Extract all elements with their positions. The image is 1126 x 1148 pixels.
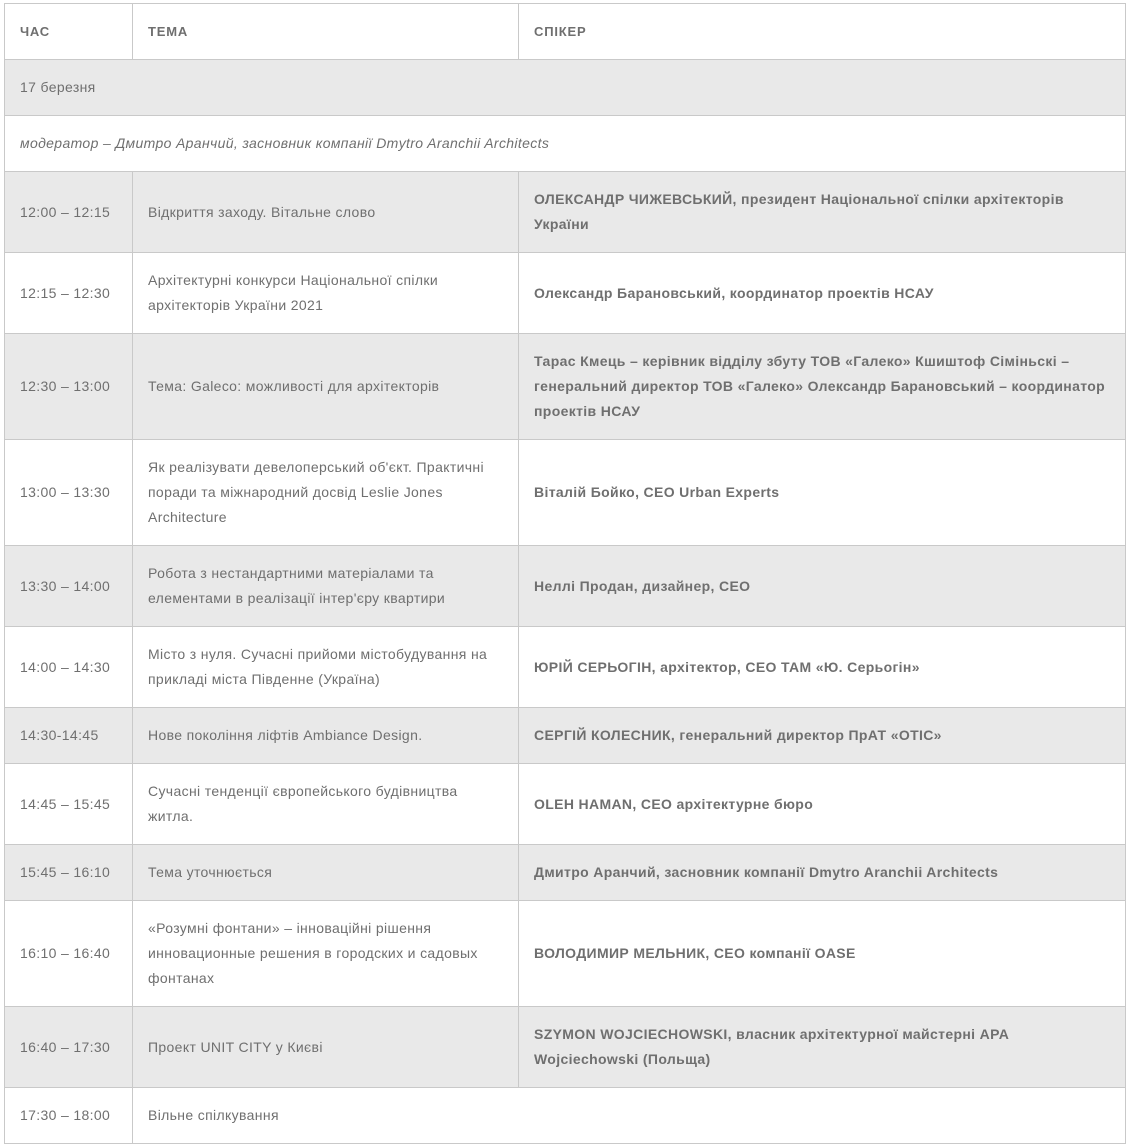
- table-row: [5, 1088, 1126, 1144]
- topic-cell: «Розумні фонтани» – інноваційні рішення инновационные решения в городских и садовых фонтанах: [133, 901, 519, 1007]
- moderator-row: [5, 116, 1126, 172]
- time-cell: 14:45 – 15:45: [5, 764, 133, 845]
- speaker-cell: Олександр Барановський, координатор проектів НСАУ: [519, 253, 1126, 334]
- speaker-cell: СЕРГІЙ КОЛЕСНИК, генеральний директор ПрАТ «OTIC»: [519, 708, 1126, 764]
- time-cell: 13:00 – 13:30: [5, 440, 133, 546]
- table-header-row: [5, 4, 1126, 60]
- speaker-cell: SZYMON WOJCIECHOWSKI, власник архітектурної майстерні APA Wojciechowski (Польща): [519, 1007, 1126, 1088]
- header-time: ЧАС: [5, 4, 133, 60]
- time-cell: 16:10 – 16:40: [5, 901, 133, 1007]
- speaker-cell: Неллі Продан, дизайнер, CEO: [519, 546, 1126, 627]
- topic-cell: Сучасні тенденції європейського будівництва житла.: [133, 764, 519, 845]
- topic-cell: Тема уточнюється: [133, 845, 519, 901]
- header-speaker: СПІКЕР: [519, 4, 1126, 60]
- speaker-cell: ЮРІЙ СЕРЬОГІН, архітектор, CEO ТАМ «Ю. Серьогін»: [519, 627, 1126, 708]
- time-cell: 14:00 – 14:30: [5, 627, 133, 708]
- time-cell: 15:45 – 16:10: [5, 845, 133, 901]
- schedule-table: [4, 3, 1126, 1144]
- topic-cell: Архітектурні конкурси Національної спілки архітекторів України 2021: [133, 253, 519, 334]
- date-cell: 17 березня: [5, 60, 1126, 116]
- topic-cell: Тема: Galeco: можливості для архітекторів: [133, 334, 519, 440]
- table-row: [5, 708, 1126, 764]
- topic-cell: Відкриття заходу. Вітальне слово: [133, 172, 519, 253]
- moderator-cell: модератор – Дмитро Аранчий, засновник компанії Dmytro Aranchii Architects: [5, 116, 1126, 172]
- speaker-cell: OLEH HAMAN, CEO архітектурне бюро: [519, 764, 1126, 845]
- speaker-cell: Дмитро Аранчий, засновник компанії Dmytro Aranchii Architects: [519, 845, 1126, 901]
- table-row: [5, 253, 1126, 334]
- table-row: [5, 845, 1126, 901]
- date-row: [5, 60, 1126, 116]
- table-row: [5, 172, 1126, 253]
- table-row: [5, 546, 1126, 627]
- table-row: [5, 627, 1126, 708]
- speaker-cell: Віталій Бойко, CEO Urban Experts: [519, 440, 1126, 546]
- table-row: [5, 334, 1126, 440]
- time-cell: 12:30 – 13:00: [5, 334, 133, 440]
- time-cell: 17:30 – 18:00: [5, 1088, 133, 1144]
- table-row: [5, 901, 1126, 1007]
- table-row: [5, 440, 1126, 546]
- speaker-cell: ОЛЕКСАНДР ЧИЖЕВСЬКИЙ, президент Національної спілки архітекторів України: [519, 172, 1126, 253]
- time-cell: 12:15 – 12:30: [5, 253, 133, 334]
- table-row: [5, 764, 1126, 845]
- topic-cell: Робота з нестандартними матеріалами та елементами в реалізації інтер'єру квартири: [133, 546, 519, 627]
- time-cell: 12:00 – 12:15: [5, 172, 133, 253]
- topic-cell: Вільне спілкування: [133, 1088, 1126, 1144]
- topic-cell: Проект UNIT CITY у Києві: [133, 1007, 519, 1088]
- topic-cell: Нове покоління ліфтів Ambiance Design.: [133, 708, 519, 764]
- header-topic: ТЕМА: [133, 4, 519, 60]
- time-cell: 16:40 – 17:30: [5, 1007, 133, 1088]
- speaker-cell: ВОЛОДИМИР МЕЛЬНИК, CEO компанії OASE: [519, 901, 1126, 1007]
- table-row: [5, 1007, 1126, 1088]
- topic-cell: Як реалізувати девелоперський об'єкт. Практичні поради та міжнародний досвід Leslie Jones Architecture: [133, 440, 519, 546]
- topic-cell: Місто з нуля. Сучасні прийоми містобудування на прикладі міста Південне (Україна): [133, 627, 519, 708]
- speaker-cell: Тарас Кмець – керівник відділу збуту ТОВ «Галеко» Кшиштоф Сіміньскі – генеральний директор ТОВ «Галеко» Олександр Барановський – координатор проектів НСАУ: [519, 334, 1126, 440]
- time-cell: 14:30-14:45: [5, 708, 133, 764]
- time-cell: 13:30 – 14:00: [5, 546, 133, 627]
